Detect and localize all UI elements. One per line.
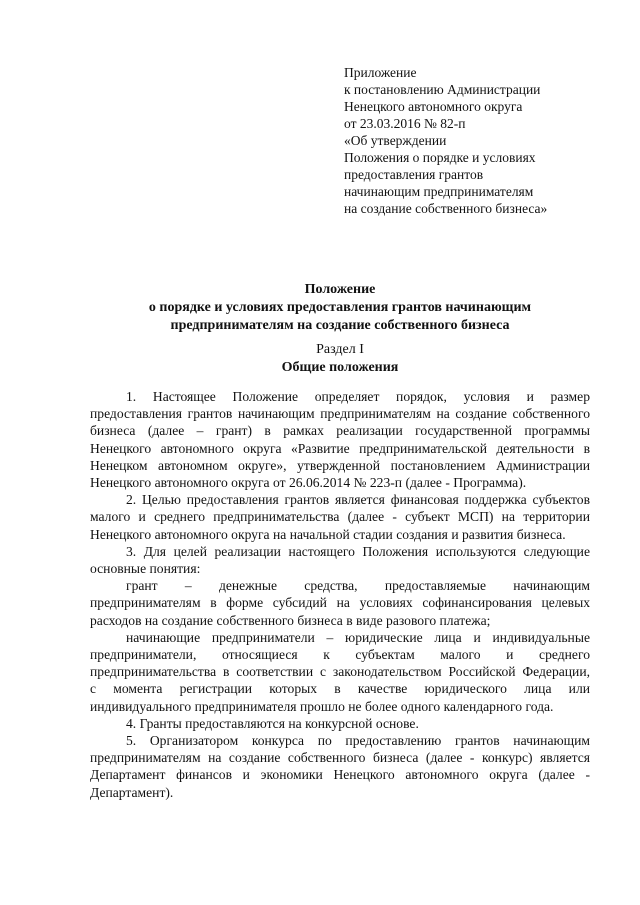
appendix-line: Приложение <box>344 65 417 80</box>
body-line: Ненецкого автономного округа «Развитие предпринимательской деятельности в <box>90 440 590 456</box>
document-body <box>90 388 590 801</box>
body-line: с момента регистрации которых в качестве юридического лица или <box>90 681 590 697</box>
appendix-line: Положения о порядке и условиях <box>344 150 536 165</box>
appendix-line: к постановлению Администрации <box>344 82 541 97</box>
body-line: 4. Гранты предоставляются на конкурсной основе. <box>126 715 419 731</box>
body-line: грант – денежные средства, предоставляемые начинающим <box>126 578 590 594</box>
body-line: предоставления грантов начинающим предпринимателям на создание собственного <box>90 406 590 422</box>
body-line: Ненецкого автономного округа на начальной стадии создания и развития бизнеса. <box>90 526 566 542</box>
appendix-line: «Об утверждении <box>344 133 447 148</box>
title-line: Положение <box>304 282 376 297</box>
body-line: предприниматели, относящиеся к субъектам малого и среднего <box>90 647 590 663</box>
definition-grant <box>90 577 590 629</box>
appendix-line: от 23.03.2016 № 82-п <box>344 116 466 131</box>
body-line: предпринимателям на создание собственного бизнеса (далее - конкурс) является <box>90 750 590 766</box>
section-number: Раздел I <box>316 342 364 357</box>
body-line: индивидуального предпринимателя прошло не более одного календарного года. <box>90 698 554 714</box>
appendix-line: начинающим предпринимателям <box>344 184 534 199</box>
body-line: Ненецкого автономного округа от 26.06.2014 № 223-п (далее - Программа). <box>90 475 527 491</box>
paragraph-1 <box>90 388 590 491</box>
body-line: малого и среднего предпринимательства (далее - субъект МСП) на территории <box>90 509 590 525</box>
document-title <box>90 281 590 335</box>
section-header <box>90 341 590 377</box>
body-line: расходов на создание собственного бизнеса в виде разового платежа; <box>90 612 491 628</box>
paragraph-5 <box>90 732 590 801</box>
body-line: Ненецком автономном округе», утвержденной постановлением Администрации <box>90 457 590 473</box>
definition-entrepreneurs <box>90 629 590 715</box>
body-line: 3. Для целей реализации настоящего Положения используются следующие <box>126 543 590 559</box>
paragraph-3 <box>90 543 590 577</box>
body-line: Департамент). <box>90 784 174 800</box>
title-line: о порядке и условиях предоставления грантов начинающим <box>148 300 532 315</box>
section-heading: Общие положения <box>281 360 399 375</box>
appendix-line: Ненецкого автономного округа <box>344 99 523 114</box>
body-line: бизнеса (далее – грант) в рамках реализации государственной программы <box>90 423 590 439</box>
appendix-line: на создание собственного бизнеса» <box>344 201 548 216</box>
body-line: 5. Организатором конкурса по предоставлению грантов начинающим <box>126 733 590 749</box>
paragraph-4 <box>90 715 590 732</box>
appendix-line: предоставления грантов <box>344 167 484 182</box>
body-line: 1. Настоящее Положение определяет порядок, условия и размер <box>126 389 590 404</box>
paragraph-2 <box>90 491 590 543</box>
body-line: предпринимательства в соответствии с законодательством Российской Федерации, <box>90 664 590 680</box>
title-line: предпринимателям на создание собственного бизнеса <box>170 318 510 333</box>
body-line: 2. Целью предоставления грантов является финансовая поддержка субъектов <box>126 492 590 508</box>
body-line: основные понятия: <box>90 561 201 577</box>
appendix-header <box>344 64 547 217</box>
body-line: начинающие предприниматели – юридические лица и индивидуальные <box>126 629 590 645</box>
body-line: Департамент финансов и экономики Ненецкого автономного округа (далее - <box>90 767 590 783</box>
body-line: предпринимателям в форме субсидий на условиях софинансирования целевых <box>90 595 590 611</box>
